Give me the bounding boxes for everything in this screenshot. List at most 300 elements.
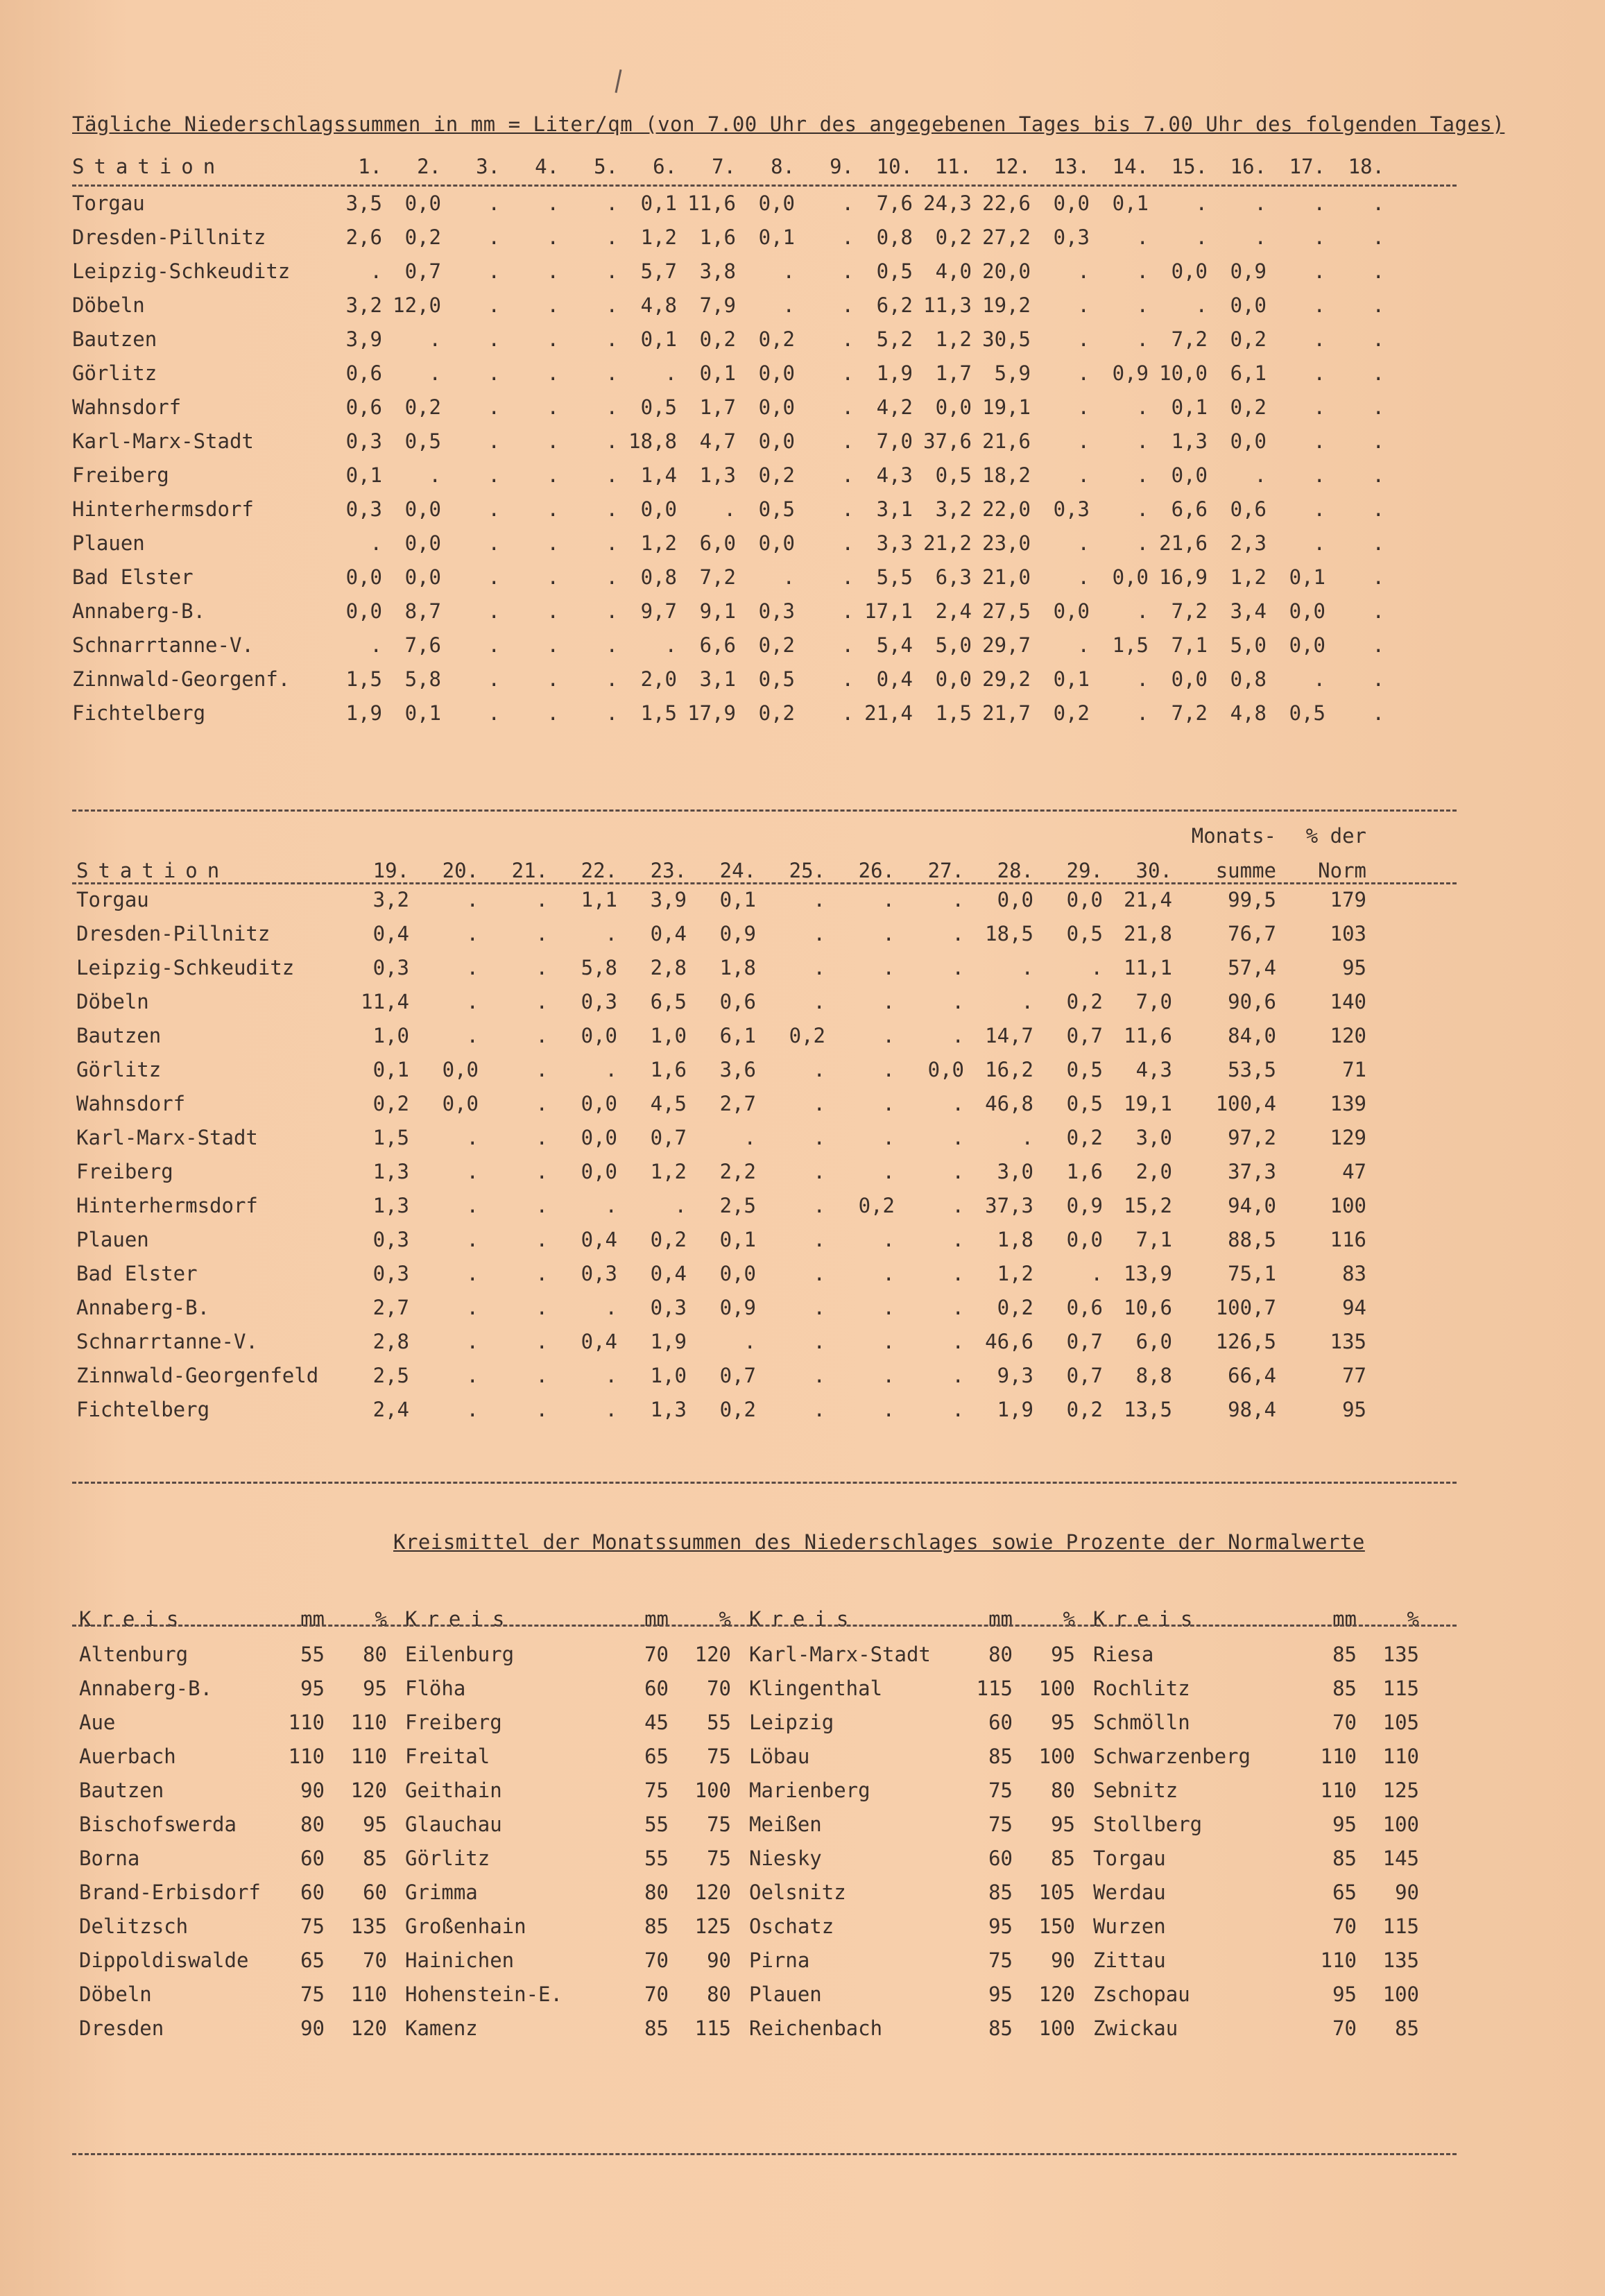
station-name: Torgau — [72, 191, 145, 215]
precip-value: 0,1 — [372, 1057, 409, 1081]
precip-value: . — [1372, 327, 1384, 351]
kreis-pct: 95 — [1051, 1642, 1075, 1666]
norm-pct: 95 — [1342, 955, 1366, 979]
precip-value: . — [952, 1023, 964, 1047]
kreis-pct: 95 — [363, 1812, 387, 1836]
monthly-sum-header: Monats- — [1191, 824, 1276, 848]
table-row — [76, 916, 1366, 950]
kreis-name: Geithain — [405, 1778, 502, 1802]
precip-value: . — [1136, 667, 1149, 691]
precip-value: . — [466, 955, 479, 979]
precip-value: . — [606, 293, 618, 317]
kreis-name: Flöha — [405, 1676, 466, 1700]
kreis-pct: 90 — [1395, 1880, 1419, 1904]
precip-value: 21,2 — [923, 531, 972, 555]
day-header: 9. — [830, 155, 854, 178]
precip-value: 8,7 — [404, 599, 441, 623]
precip-value: 0,2 — [935, 225, 972, 249]
norm-pct: 77 — [1342, 1363, 1366, 1387]
precip-value: . — [535, 1295, 548, 1319]
precip-value: . — [488, 599, 500, 623]
kreis-pct: 135 — [350, 1914, 387, 1938]
kreis-name: Delitzsch — [79, 1914, 189, 1938]
divider — [72, 882, 1457, 884]
kreis-name: Bischofswerda — [79, 1812, 237, 1836]
monthly-sum: 53,5 — [1228, 1057, 1276, 1081]
precip-value: . — [813, 955, 825, 979]
precip-value: . — [1372, 667, 1384, 691]
precip-value: 0,5 — [1066, 1091, 1103, 1115]
precip-value: . — [1254, 225, 1267, 249]
precip-value: . — [606, 327, 618, 351]
station-name: Bad Elster — [76, 1261, 198, 1285]
monthly-sum: 99,5 — [1228, 887, 1276, 911]
precip-value: 0,0 — [758, 395, 795, 419]
precip-value: 4,3 — [1135, 1057, 1172, 1081]
precip-value: . — [547, 191, 559, 215]
precip-value: . — [370, 531, 382, 555]
table-row — [72, 560, 1384, 594]
kreis-mm: 60 — [300, 1846, 325, 1870]
precip-value: 0,0 — [1066, 1227, 1103, 1251]
precip-value: 0,2 — [1066, 1125, 1103, 1149]
precip-value: 0,1 — [640, 191, 677, 215]
kreis-pct: 70 — [363, 1948, 387, 1972]
precip-value: . — [1313, 667, 1325, 691]
precip-value: 0,4 — [372, 921, 409, 945]
day-header: 6. — [653, 155, 677, 178]
precip-value: 0,0 — [581, 1159, 617, 1183]
station-name: Hinterhermsdorf — [76, 1193, 258, 1217]
precip-value: . — [1313, 463, 1325, 487]
precip-value: 0,3 — [345, 429, 382, 453]
monthly-sum: 97,2 — [1228, 1125, 1276, 1149]
precip-value: . — [547, 327, 559, 351]
precip-value: 0,2 — [758, 327, 795, 351]
kreis-name: Auerbach — [79, 1744, 176, 1768]
precip-value: . — [1372, 293, 1384, 317]
station-name: Plauen — [72, 531, 145, 555]
precip-value: 19,1 — [982, 395, 1031, 419]
precip-value: . — [1313, 191, 1325, 215]
precip-value: 6,1 — [719, 1023, 756, 1047]
kreis-name: Grimma — [405, 1880, 478, 1904]
mm-header: mm — [300, 1607, 325, 1631]
precip-value: 0,2 — [404, 225, 441, 249]
monthly-sum: 98,4 — [1228, 1397, 1276, 1421]
norm-pct: 94 — [1342, 1295, 1366, 1319]
precip-value: . — [488, 395, 500, 419]
precip-value: 3,4 — [1230, 599, 1267, 623]
kreis-name: Glauchau — [405, 1812, 502, 1836]
day-header: 21. — [511, 859, 548, 882]
precip-value: . — [664, 633, 677, 657]
kreis-pct: 135 — [1382, 1948, 1419, 1972]
precip-value: . — [488, 361, 500, 385]
kreis-mm: 75 — [300, 1982, 325, 2006]
kreis-pct: 90 — [707, 1948, 731, 1972]
precip-value: 2,2 — [719, 1159, 756, 1183]
precip-value: 1,9 — [876, 361, 913, 385]
precip-value: 0,0 — [404, 497, 441, 521]
kreis-mm: 110 — [288, 1710, 325, 1734]
kreis-pct: 100 — [1382, 1982, 1419, 2006]
kreis-mm: 90 — [300, 1778, 325, 1802]
precip-value: 21,6 — [1159, 531, 1208, 555]
precip-value: 4,8 — [640, 293, 677, 317]
precip-value: . — [547, 395, 559, 419]
station-name: Leipzig-Schkeuditz — [72, 259, 291, 283]
kreis-name: Pirna — [749, 1948, 810, 1972]
precip-value: 16,9 — [1159, 565, 1208, 589]
kreis-pct: 85 — [1051, 1846, 1075, 1870]
precip-value: 0,2 — [1066, 989, 1103, 1013]
precip-value: 1,2 — [640, 531, 677, 555]
precip-value: 18,2 — [982, 463, 1031, 487]
precip-value: 1,2 — [997, 1261, 1033, 1285]
precip-value: . — [882, 887, 895, 911]
precip-value: . — [466, 1295, 479, 1319]
kreis-mm: 85 — [988, 2016, 1013, 2040]
precip-value: 1,2 — [650, 1159, 687, 1183]
station-header: Station — [72, 155, 225, 178]
precip-value: . — [1372, 395, 1384, 419]
day-header: 19. — [372, 859, 409, 882]
precip-value: 3,2 — [345, 293, 382, 317]
kreis-mm: 75 — [644, 1778, 669, 1802]
precip-value: 1,0 — [650, 1363, 687, 1387]
precip-value: . — [466, 1329, 479, 1353]
precip-value: . — [813, 1091, 825, 1115]
precip-value: 0,5 — [1066, 921, 1103, 945]
kreis-pct: 75 — [707, 1744, 731, 1768]
kreis-name: Sebnitz — [1093, 1778, 1178, 1802]
norm-pct: 116 — [1330, 1227, 1366, 1251]
precip-value: 22,0 — [982, 497, 1031, 521]
precip-value: 0,5 — [1289, 701, 1325, 725]
precip-value: . — [535, 1397, 548, 1421]
kreis-mm: 110 — [1320, 1744, 1357, 1768]
precip-value: 0,2 — [699, 327, 736, 351]
pct-header: % — [1063, 1607, 1075, 1631]
precip-value: . — [488, 497, 500, 521]
kreis-pct: 95 — [363, 1676, 387, 1700]
day-header: 26. — [858, 859, 895, 882]
precip-value: . — [466, 1227, 479, 1251]
precip-value: 0,5 — [404, 429, 441, 453]
precip-value: . — [882, 955, 895, 979]
day-header: 30. — [1135, 859, 1172, 882]
precip-value: 2,8 — [372, 1329, 409, 1353]
precip-value: 6,6 — [699, 633, 736, 657]
precip-value: 17,9 — [687, 701, 736, 725]
precip-value: 0,0 — [581, 1023, 617, 1047]
precip-value: 0,0 — [581, 1125, 617, 1149]
precip-value: 3,2 — [935, 497, 972, 521]
kreis-mm: 70 — [1332, 1914, 1357, 1938]
table-row — [72, 356, 1384, 390]
precip-value: . — [606, 429, 618, 453]
precip-value: 5,5 — [876, 565, 913, 589]
precip-value: . — [1313, 395, 1325, 419]
precip-value: 1,9 — [345, 701, 382, 725]
precip-value: 1,0 — [372, 1023, 409, 1047]
precip-value: 19,1 — [1124, 1091, 1172, 1115]
precip-value: . — [882, 1227, 895, 1251]
precip-value: 0,7 — [404, 259, 441, 283]
precip-value: . — [952, 1159, 964, 1183]
precip-value: 0,1 — [1112, 191, 1149, 215]
day-header: 18. — [1348, 155, 1384, 178]
precip-value: . — [952, 1091, 964, 1115]
kreis-mm: 70 — [644, 1948, 669, 1972]
precip-value: 0,5 — [758, 667, 795, 691]
precip-value: . — [1136, 395, 1149, 419]
precip-value: 1,8 — [997, 1227, 1033, 1251]
precip-value: . — [488, 667, 500, 691]
precip-value: . — [782, 293, 795, 317]
precip-value: . — [535, 989, 548, 1013]
precip-value: 21,4 — [864, 701, 913, 725]
precip-value: . — [882, 989, 895, 1013]
precip-value: 7,2 — [1171, 701, 1208, 725]
precip-value: . — [605, 1193, 617, 1217]
kreis-name: Brand-Erbisdorf — [79, 1880, 261, 1904]
precip-value: . — [1313, 361, 1325, 385]
precip-value: . — [723, 497, 736, 521]
kreis-pct: 105 — [1382, 1710, 1419, 1734]
precip-value: 2,5 — [372, 1363, 409, 1387]
precip-value: . — [1136, 599, 1149, 623]
precip-value: . — [547, 531, 559, 555]
precip-value: 0,8 — [1230, 667, 1267, 691]
precip-value: . — [1313, 429, 1325, 453]
kreis-mm: 85 — [644, 2016, 669, 2040]
precip-value: . — [1136, 327, 1149, 351]
precip-value: 3,0 — [997, 1159, 1033, 1183]
precip-value: 0,6 — [345, 395, 382, 419]
kreis-mm: 70 — [1332, 2016, 1357, 2040]
precip-value: 0,2 — [650, 1227, 687, 1251]
precip-value: 0,0 — [927, 1057, 964, 1081]
precip-value: 1,3 — [372, 1193, 409, 1217]
precip-value: . — [1372, 259, 1384, 283]
precip-value: . — [606, 531, 618, 555]
kreis-mm: 95 — [300, 1676, 325, 1700]
precip-value: 27,5 — [982, 599, 1031, 623]
table-row — [79, 1739, 1419, 1773]
monthly-sum: 75,1 — [1228, 1261, 1276, 1285]
kreis-name: Marienberg — [749, 1778, 870, 1802]
precip-value: . — [1372, 565, 1384, 589]
precip-value: 2,3 — [1230, 531, 1267, 555]
day-header: 22. — [581, 859, 617, 882]
kreis-mm: 85 — [644, 1914, 669, 1938]
precip-value: 24,3 — [923, 191, 972, 215]
precip-value: . — [841, 565, 854, 589]
precip-value: 0,5 — [758, 497, 795, 521]
monthly-sum: 90,6 — [1228, 989, 1276, 1013]
precip-value: . — [1136, 531, 1149, 555]
precip-value: . — [488, 633, 500, 657]
precip-value: . — [535, 1329, 548, 1353]
station-name: Bautzen — [76, 1023, 162, 1047]
precip-value: . — [1077, 259, 1090, 283]
precip-value: . — [841, 463, 854, 487]
precip-value: 0,1 — [345, 463, 382, 487]
kreis-pct: 100 — [1038, 1744, 1075, 1768]
precip-value: . — [882, 1295, 895, 1319]
kreis-pct: 100 — [694, 1778, 731, 1802]
precip-value: . — [605, 1363, 617, 1387]
precip-value: 1,5 — [1112, 633, 1149, 657]
precip-value: . — [606, 633, 618, 657]
precip-value: . — [488, 429, 500, 453]
precip-value: 0,7 — [1066, 1023, 1103, 1047]
precip-value: 3,9 — [650, 887, 687, 911]
precip-value: 0,6 — [1066, 1295, 1103, 1319]
kreis-name: Großenhain — [405, 1914, 526, 1938]
precip-value: 0,2 — [858, 1193, 895, 1217]
kreis-pct: 100 — [1038, 2016, 1075, 2040]
table-row — [72, 458, 1384, 492]
kreis-mm: 95 — [988, 1914, 1013, 1938]
precip-value: 6,1 — [1230, 361, 1267, 385]
kreis-pct: 135 — [1382, 1642, 1419, 1666]
kreis-pct: 60 — [363, 1880, 387, 1904]
mm-header: mm — [644, 1607, 669, 1631]
table-row — [72, 526, 1384, 560]
precip-value: 46,8 — [985, 1091, 1033, 1115]
precip-value: . — [1372, 701, 1384, 725]
norm-pct: 140 — [1330, 989, 1366, 1013]
precip-value: . — [813, 1057, 825, 1081]
precip-value: 9,7 — [640, 599, 677, 623]
precip-value: . — [882, 1023, 895, 1047]
kreis-mm: 115 — [976, 1676, 1013, 1700]
precip-value: 23,0 — [982, 531, 1031, 555]
precip-value: 19,2 — [982, 293, 1031, 317]
kreis-mm: 65 — [300, 1948, 325, 1972]
precip-value: 0,2 — [1230, 327, 1267, 351]
precip-value: 0,0 — [404, 531, 441, 555]
kreis-mm: 45 — [644, 1710, 669, 1734]
kreis-name: Kamenz — [405, 2016, 478, 2040]
precip-value: 0,3 — [581, 989, 617, 1013]
precip-value: 0,0 — [758, 361, 795, 385]
precip-value: 6,0 — [699, 531, 736, 555]
precip-value: 0,0 — [1289, 599, 1325, 623]
station-name: Görlitz — [76, 1057, 162, 1081]
precip-value: 0,0 — [404, 191, 441, 215]
station-name: Fichtelberg — [72, 701, 206, 725]
precip-value: 3,3 — [876, 531, 913, 555]
precip-value: 0,5 — [640, 395, 677, 419]
precip-value: 0,7 — [650, 1125, 687, 1149]
precip-value: 5,0 — [935, 633, 972, 657]
precip-value: . — [547, 259, 559, 283]
precip-value: 0,0 — [345, 565, 382, 589]
kreis-mm: 55 — [644, 1812, 669, 1836]
precip-value: 0,6 — [719, 989, 756, 1013]
kreis-name: Aue — [79, 1710, 116, 1734]
mm-header: mm — [1332, 1607, 1357, 1631]
precip-value: 7,9 — [699, 293, 736, 317]
pct-header: % — [1407, 1607, 1419, 1631]
kreis-pct: 150 — [1038, 1914, 1075, 1938]
day-header: 23. — [650, 859, 687, 882]
precip-value: 0,0 — [997, 887, 1033, 911]
station-name: Karl-Marx-Stadt — [72, 429, 254, 453]
precip-value: 2,5 — [719, 1193, 756, 1217]
table-row — [72, 220, 1384, 254]
precip-value: . — [882, 921, 895, 945]
kreis-mm: 60 — [988, 1846, 1013, 1870]
precip-value: . — [952, 955, 964, 979]
kreis-name: Reichenbach — [749, 2016, 883, 2040]
precip-value: 21,0 — [982, 565, 1031, 589]
kreis-pct: 110 — [350, 1744, 387, 1768]
station-name: Freiberg — [72, 463, 169, 487]
precip-value: 3,1 — [699, 667, 736, 691]
precip-value: 7,1 — [1171, 633, 1208, 657]
table-row — [79, 1637, 1419, 1671]
norm-pct: 139 — [1330, 1091, 1366, 1115]
precip-value: 0,3 — [581, 1261, 617, 1285]
table-row — [76, 1290, 1366, 1324]
kreis-name: Oelsnitz — [749, 1880, 846, 1904]
table-row — [79, 1841, 1419, 1875]
station-name: Bad Elster — [72, 565, 194, 589]
kreis-pct: 80 — [363, 1642, 387, 1666]
norm-pct: 71 — [1342, 1057, 1366, 1081]
precip-value: 0,4 — [650, 921, 687, 945]
station-name: Dresden-Pillnitz — [76, 921, 271, 945]
precip-value: 0,3 — [345, 497, 382, 521]
table-row — [76, 1256, 1366, 1290]
precip-value: . — [1136, 293, 1149, 317]
table-row — [76, 1222, 1366, 1256]
precip-value: . — [882, 1397, 895, 1421]
day-header: 5. — [594, 155, 618, 178]
precip-value: 6,3 — [935, 565, 972, 589]
precip-value: 2,4 — [935, 599, 972, 623]
precip-value: . — [813, 1125, 825, 1149]
kreis-pct: 85 — [1395, 2016, 1419, 2040]
precip-value: . — [1195, 293, 1208, 317]
monthly-sum: 66,4 — [1228, 1363, 1276, 1387]
precip-value: 2,7 — [719, 1091, 756, 1115]
precip-value: . — [841, 395, 854, 419]
precip-value: . — [1021, 989, 1033, 1013]
precip-value: . — [813, 1363, 825, 1387]
station-name: Wahnsdorf — [76, 1091, 186, 1115]
precip-value: . — [466, 989, 479, 1013]
precip-value: . — [1372, 599, 1384, 623]
precip-value: 21,6 — [982, 429, 1031, 453]
precip-value: 0,2 — [1066, 1397, 1103, 1421]
kreis-name: Schwarzenberg — [1093, 1744, 1251, 1768]
table-row — [72, 628, 1384, 662]
precip-value: . — [882, 1057, 895, 1081]
precip-value: 0,9 — [719, 921, 756, 945]
day-header: 29. — [1066, 859, 1103, 882]
precip-value: . — [952, 1295, 964, 1319]
precip-value: 0,5 — [876, 259, 913, 283]
precip-value: . — [547, 633, 559, 657]
precip-value: . — [744, 1125, 756, 1149]
precip-value: . — [1313, 293, 1325, 317]
